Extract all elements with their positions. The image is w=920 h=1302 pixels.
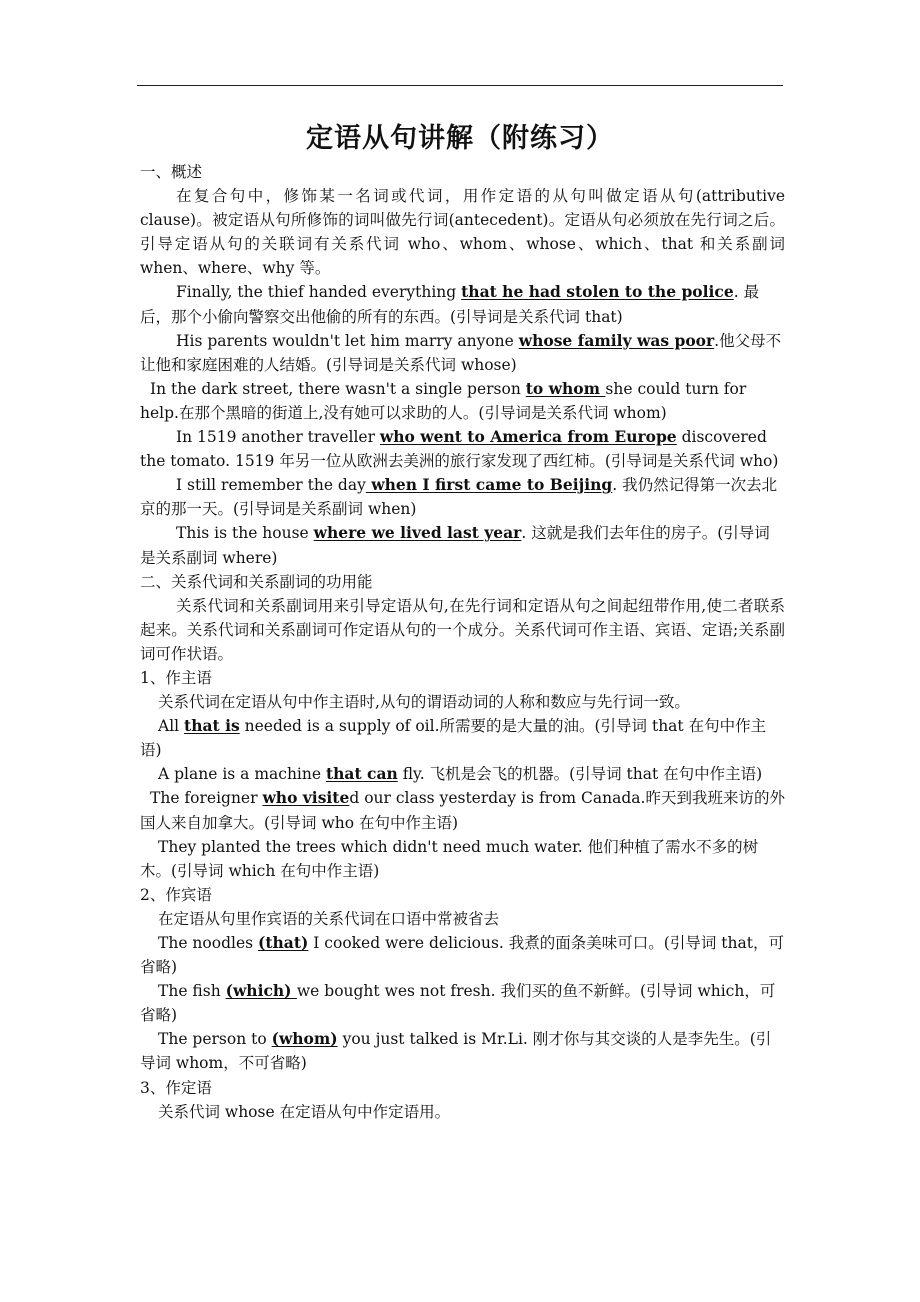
underlined-clause: (whom) — [271, 1029, 338, 1049]
subsection-heading-object: 2、作宾语 — [140, 885, 212, 904]
example-sentence: In the dark street, there wasn't a single person to whom she could turn for help.在那个黑暗的街道上,没有她可以求助的人。(引导词是关系代词 whom) — [140, 378, 747, 422]
underlined-clause: that can — [325, 764, 398, 784]
example-sentence: Finally, the thief handed everything that he had stolen to the police. 最后，那个小偷向警察交出他偷的所有的东西。(引导词是关系代词 that) — [140, 282, 760, 326]
underlined-clause: (that) — [258, 933, 309, 952]
underlined-clause: whose family was poor — [518, 330, 715, 350]
subsection-heading-attributive: 3、作定语 — [140, 1078, 212, 1097]
underlined-clause: who went to America from Europe — [379, 427, 677, 447]
underlined-clause: that is — [184, 716, 240, 736]
header-rule — [137, 85, 783, 86]
example-sentence: All that is needed is a supply of oil.所需要的是大量的油。(引导词 that 在句中作主语) — [140, 716, 767, 760]
paragraph-attributive-rule: 关系代词 whose 在定语从句中作定语用。 — [158, 1102, 451, 1121]
section-heading-functions: 二、关系代词和关系副词的功用能 — [140, 572, 373, 591]
example-sentence: The fish (which) we bought wes not fresh. 我们买的鱼不新鲜。(引导词 which，可省略) — [140, 981, 776, 1025]
example-sentence: In 1519 another traveller who went to America from Europe discovered the tomato. 1519 年另一位从欧洲去美洲的旅行家发现了西红柿。(引导词是关系代词 who) — [140, 427, 779, 471]
subsection-heading-subject: 1、作主语 — [140, 668, 212, 687]
underlined-clause: where we lived last year — [313, 523, 522, 543]
underlined-clause: when I first came to Beijing — [365, 475, 613, 495]
example-sentence: This is the house where we lived last year. 这就是我们去年住的房子。(引导词是关系副词 where) — [140, 523, 770, 567]
underlined-clause: who visite — [262, 788, 350, 808]
underlined-clause: (which) — [225, 981, 297, 1001]
document-body — [140, 160, 785, 1124]
example-sentence: They planted the trees which didn't need much water. 他们种植了需水不多的树木。(引导词 which 在句中作主语) — [140, 837, 759, 880]
paragraph-functions: 关系代词和关系副词用来引导定语从句,在先行词和定语从句之间起纽带作用,使二者联系起来。关系代词和关系副词可作定语从句的一个成分。关系代词可作主语、宾语、定语;关系副词可作状语。 — [140, 596, 785, 663]
paragraph-object-rule: 在定语从句里作宾语的关系代词在口语中常被省去 — [158, 909, 500, 928]
page-title: 定语从句讲解（附练习） — [306, 123, 614, 154]
underlined-clause: that he had stolen to the police — [461, 282, 734, 302]
example-sentence: A plane is a machine that can fly. 飞机是会飞的机器。(引导词 that 在句中作主语) — [158, 764, 763, 784]
underlined-clause: to whom — [525, 378, 606, 398]
example-sentence: I still remember the day when I first came to Beijing. 我仍然记得第一次去北京的那一天。(引导词是关系副词 when) — [140, 475, 778, 519]
paragraph-intro: 在复合句中，修饰某一名词或代词，用作定语的从句叫做定语从句(attributive clause)。被定语从句所修饰的词叫做先行词(antecedent)。定语从句必须放在先行词之后。引导定语从句的关联词有关系代词 who、whom、whose、which、that 和关系副词 when、where、why 等。 — [140, 187, 785, 278]
example-sentence: The person to (whom) you just talked is Mr.Li. 刚才你与其交谈的人是李先生。(引导词 whom，不可省略) — [140, 1029, 772, 1073]
example-sentence: The noodles (that) I cooked were delicious. 我煮的面条美味可口。(引导词 that，可省略) — [140, 933, 784, 977]
example-sentence: His parents wouldn't let him marry anyone whose family was poor.他父母不让他和家庭困难的人结婚。(引导词是关系代词 whose) — [140, 330, 782, 374]
example-sentence: The foreigner who visited our class yesterday is from Canada.昨天到我班来访的外国人来自加拿大。(引导词 who 在句中作主语) — [140, 788, 785, 832]
section-heading-overview: 一、概述 — [140, 163, 203, 181]
paragraph-subject-rule: 关系代词在定语从句中作主语时,从句的谓语动词的人称和数应与先行词一致。 — [158, 693, 690, 712]
